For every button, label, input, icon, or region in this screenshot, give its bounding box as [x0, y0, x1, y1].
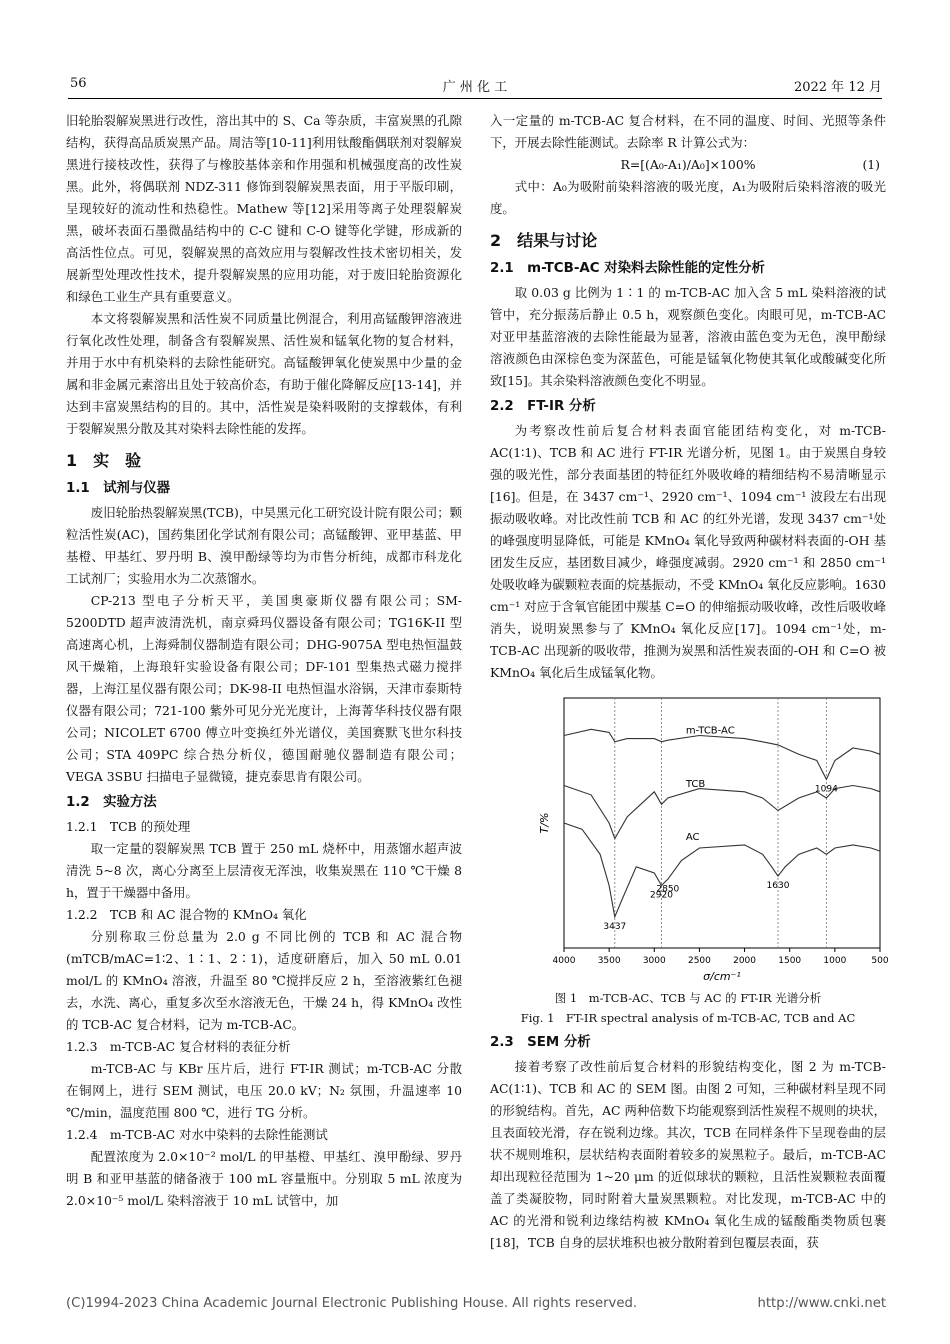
continued-paragraph: 入一定量的 m-TCB-AC 复合材料，在不同的温度、时间、光照等条件下，开展去除性能测试。去除率 R 计算公式为： — [490, 113, 886, 150]
left-column — [66, 110, 462, 1212]
figure-caption-cn: 图 1 m-TCB-AC、TCB 与 AC 的 FT-IR 光谱分析 — [554, 991, 822, 1005]
x-tick-label: 3500 — [597, 956, 621, 966]
page-number: 56 — [70, 76, 87, 91]
series-label: AC — [685, 831, 700, 843]
x-tick-label: 1000 — [823, 956, 847, 966]
qualitative-paragraph: 取 0.03 g 比例为 1∶1 的 m-TCB-AC 加入含 5 mL 染料溶液的试管中，充分振荡后静止 0.5 h，观察颜色变化。肉眼可见，m-TCB-AC 对亚甲基蓝溶液的去除性能最为显著，溶液由蓝色变为无色，溴甲酚绿溶液颜色由深棕色变为深蓝色，可能是锰氧化物使其氧化或酸碱变化所致[15]。其余染料溶液颜色变化不明显。 — [490, 285, 886, 388]
series-label: m-TCB-AC — [685, 725, 735, 737]
header-rule — [68, 98, 882, 99]
equation-number: (1) — [862, 157, 880, 172]
peak-label: 2850 — [656, 884, 680, 895]
x-tick-label: 4000 — [552, 956, 576, 966]
section-1-2-3-title: 1.2.3 m-TCB-AC 复合材料的表征分析 — [66, 1039, 291, 1054]
section-1-2-4-title: 1.2.4 m-TCB-AC 对水中染料的去除性能测试 — [66, 1127, 328, 1142]
oxidation-paragraph: 分别称取三份总量为 2.0 g 不同比例的 TCB 和 AC 混合物(mTCB/mAC=1∶2、1∶1、2∶1)，适度研磨后，加入 50 mL 0.01 mol/L 的 KMnO₄ 溶液，升温至 80 ℃搅拌反应 2 h，至溶液紫红色褪去，水洗、离心，重复多次至水溶液无色，干燥 24 h，得 KMnO₄ 改性的 TCB-AC 复合材料，记为 m-TCB-AC。 — [66, 929, 462, 1032]
sem-paragraph: 接着考察了改性前后复合材料的形貌结构变化，图 2 为 m-TCB-AC(1∶1)、TCB 和 AC 的 SEM 图。由图 2 可知，三种碳材料呈现不同的形貌结构。首先，AC 两种倍数下均能观察到活性炭程不规则的块状，且表面较光滑，存在锐利边缘。其次，TCB 在同样条件下呈现卷曲的层状不规则堆积，层状结构表面附着较多的炭黑粒子。最后，m-TCB-AC 却出现粒径范围为 1~20 μm 的近似球状的颗粒，且活性炭颗粒表面覆盖了类凝胶物，同时附着大量炭黑颗粒。对比发现，m-TCB-AC 中的 AC 的光滑和锐利边缘结构被 KMnO₄ 氧化生成的锰酸酯类物质包裹[18]，TCB 自身的层状堆积也被分散附着到包覆层表面，获 — [490, 1059, 886, 1250]
reagents-paragraph: 废旧轮胎热裂解炭黑(TCB)，中昊黑元化工研究设计院有限公司；颗粒活性炭(AC)，国药集团化学试剂有限公司；高锰酸钾、亚甲基蓝、甲基橙、甲基红、罗丹明 B、溴甲酚绿等均为市售分析纯，成都市科龙化工试剂厂；实验用水为二次蒸馏水。 — [66, 505, 462, 586]
series-line-m-tcb-ac — [564, 729, 880, 779]
y-axis-label: T/% — [538, 812, 551, 834]
intro-paragraph-2: 本文将裂解炭黑和活性炭不同质量比例混合，利用高锰酸钾溶液进行氧化改性处理，制备含有裂解炭黑、活性炭和锰氧化物的复合材料，并用于水中有机染料的去除性能研究。高锰酸钾氧化使炭黑中少量的金属和非金属元素溶出且处于较高价态，有助于催化降解反应[13-14]，并达到丰富炭黑结构的目的。其中，活性炭是染料吸附的支撑载体，有利于裂解炭黑分散及其对染料去除性能的发挥。 — [66, 311, 462, 436]
section-1-1-title: 1.1 试剂与仪器 — [66, 481, 171, 496]
series-line-ac — [564, 823, 880, 917]
pretreatment-paragraph: 取一定量的裂解炭黑 TCB 置于 250 mL 烧杯中，用蒸馏水超声波清洗 5~8 次，离心分离至上层清夜无浑浊，收集炭黑在 110 ℃干燥 8 h，置于干燥器中备用。 — [66, 841, 462, 900]
ftir-figure — [490, 692, 889, 984]
characterization-paragraph: m-TCB-AC 与 KBr 压片后，进行 FT-IR 测试；m-TCB-AC 分散在铜网上，进行 SEM 测试，电压 20.0 kV；N₂ 氛围，升温速率 10 ℃/min，温度范围 800 ℃，进行 TG 分析。 — [66, 1061, 462, 1120]
equation-note: 式中：A₀为吸附前染料溶液的吸光度，A₁为吸附后染料溶液的吸光度。 — [490, 179, 886, 216]
section-2-title: 2 结果与讨论 — [490, 231, 598, 250]
peak-label: 3437 — [603, 921, 627, 932]
series-label: TCB — [685, 778, 706, 790]
issue-date: 2022 年 12 月 — [793, 80, 882, 95]
section-2-3-title: 2.3 SEM 分析 — [490, 1035, 591, 1050]
figure-caption-en: Fig. 1 FT-IR spectral analysis of m-TCB-AC, TCB and AC — [520, 1011, 856, 1025]
footer-url[interactable]: http://www.cnki.net — [757, 1296, 886, 1311]
peak-label: 1630 — [766, 881, 790, 892]
peak-label: 2920 — [650, 890, 673, 901]
footer — [66, 1296, 886, 1311]
x-tick-label: 2000 — [733, 956, 757, 966]
section-2-1-title: 2.1 m-TCB-AC 对染料去除性能的定性分析 — [490, 261, 765, 276]
peak-label: 1094 — [814, 784, 838, 795]
intro-paragraph-1: 旧轮胎裂解炭黑进行改性，溶出其中的 S、Ca 等杂质，丰富炭黑的孔隙结构，获得高品质炭黑产品。周洁等[10-11]利用钛酸酯偶联剂对裂解炭黑进行接枝改性，获得了与橡胶基体亲和作用强和机械强度高的改性炭黑。此外，将偶联剂 NDZ-311 修饰到裂解炭黑表面，用于平版印刷，呈现较好的流动性和热稳性。Mathew 等[12]采用等离子处理裂解炭黑，破坏表面石墨微晶结构中的 C-C 键和 C-O 键等化学键，形成新的高活性位点。可见，裂解炭黑的高效应用与裂解改性技术密切相关，发展新型处理改性技术，提升裂解炭黑的应用功能，对于废旧轮胎资源化和绿色工业生产具有重要意义。 — [66, 113, 462, 304]
x-tick-label: 3000 — [642, 956, 666, 966]
equation-text: R=[(A₀-A₁)/A₀]×100% — [620, 157, 756, 172]
x-tick-label: 2500 — [687, 956, 711, 966]
instruments-paragraph: CP-213 型电子分析天平，美国奥豪斯仪器有限公司；SM-5200DTD 超声波清洗机，南京舜玛仪器设备有限公司；TG16K-II 型高速离心机，上海舜制仪器制造有限公司；DHG-9075A 型电热恒温鼓风干燥箱，上海琅轩实验设备有限公司；DF-101 型集热式磁力搅拌器，上海江星仪器有限公司；DK-98-II 电热恒温水浴锅，天津市泰斯特仪器有限公司；721-100 紫外可见分光光度计，上海菁华科技仪器有限公司；NICOLET 6700 傅立叶变换红外光谱仪，美国赛默飞世尔科技公司；STA 409PC 综合热分析仪，德国耐驰仪器制造有限公司；VEGA 3SBU 扫描电子显微镜，捷克泰思肯有限公司。 — [66, 593, 462, 784]
ftir-paragraph: 为考察改性前后复合材料表面官能团结构变化，对 m-TCB-AC(1∶1)、TCB 和 AC 进行 FT-IR 光谱分析，见图 1。由于炭黑自身较强的吸光性，部分表面基团的特征红外吸收峰的精细结构不易清晰显示[16]。但是，在 3437 cm⁻¹、2920 cm⁻¹、1094 cm⁻¹ 波段左右出现振动吸收峰。对比改性前 TCB 和 AC 的红外光谱，发现 3437 cm⁻¹处的峰强度明显降低，可能是 KMnO₄ 氧化导致两种碳材料表面的-OH 基团发生反应，基团数目减少，峰强度减弱。2920 cm⁻¹ 和 2850 cm⁻¹ 处吸收峰为碳颗粒表面的烷基振动，不受 KMnO₄ 氧化反应影响。1630 cm⁻¹ 对应于含氧官能团中羰基 C=O 的伸缩振动吸收峰，改性后吸收峰消失，说明炭黑参与了 KMnO₄ 氧化反应[17]。1094 cm⁻¹处，m-TCB-AC 出现新的吸收带，推测为炭黑和活性炭表面的-OH 和 C=O 被 KMnO₄ 氧化后生成锰氧化物。 — [490, 423, 886, 680]
equation-1 — [490, 154, 886, 176]
journal-name: 广 州 化 工 — [442, 80, 508, 95]
right-column — [490, 110, 889, 1254]
removal-test-paragraph: 配置浓度为 2.0×10⁻² mol/L 的甲基橙、甲基红、溴甲酚绿、罗丹明 B 和亚甲基蓝的储备液于 100 mL 容量瓶中。分别取 5 mL 浓度为 2.0×10⁻⁵ mol/L 染料溶液于 10 mL 试管中，加 — [66, 1149, 462, 1208]
section-1-2-1-title: 1.2.1 TCB 的预处理 — [66, 819, 191, 834]
x-axis-label: σ/cm⁻¹ — [703, 970, 741, 983]
section-1-title: 1 实 验 — [66, 451, 142, 470]
copyright-notice: (C)1994-2023 China Academic Journal Electronic Publishing House. All rights reserved. — [66, 1296, 638, 1311]
section-1-2-title: 1.2 实验方法 — [66, 795, 157, 810]
ftir-chart — [490, 692, 889, 984]
section-2-2-title: 2.2 FT-IR 分析 — [490, 399, 596, 414]
x-tick-label: 500 — [871, 956, 889, 966]
section-1-2-2-title: 1.2.2 TCB 和 AC 混合物的 KMnO₄ 氧化 — [66, 907, 307, 922]
x-tick-label: 1500 — [778, 956, 802, 966]
